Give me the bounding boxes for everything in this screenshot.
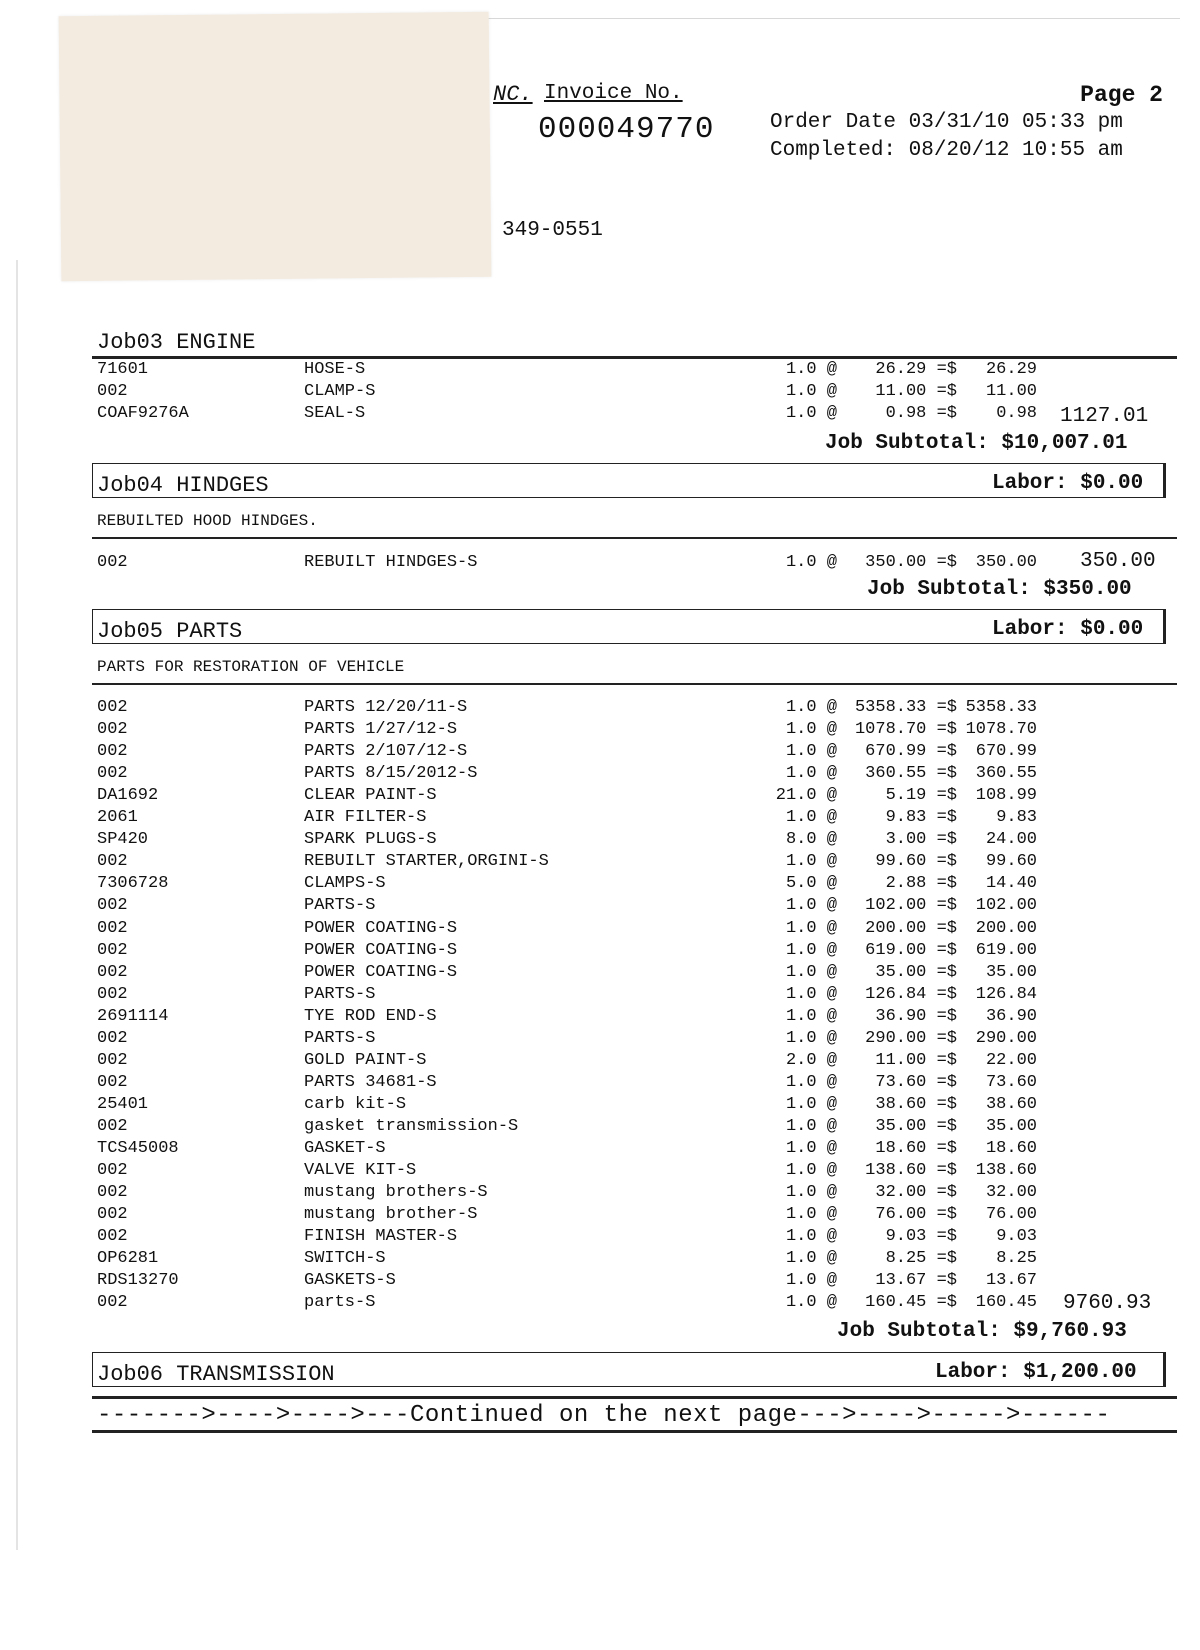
line-description: PARTS-S	[304, 984, 376, 1004]
line-quantity: 1.0 @	[785, 1072, 837, 1092]
line-unit-price: 0.98 =$	[885, 404, 957, 423]
line-extended: 38.60	[985, 1094, 1037, 1114]
line-quantity: 1.0 @	[785, 962, 837, 982]
line-item	[97, 1117, 1177, 1139]
line-quantity: 1.0 @	[785, 1183, 837, 1203]
line-part-number: 002	[97, 764, 128, 784]
line-item	[97, 1293, 1177, 1315]
paper-sticker-cover	[59, 12, 492, 281]
line-item	[97, 985, 1177, 1007]
divider	[92, 1430, 1177, 1433]
line-description: GASKET-S	[304, 1139, 386, 1158]
line-extended: 5358.33	[965, 698, 1037, 717]
line-extended: 619.00	[975, 940, 1037, 960]
line-extended: 108.99	[975, 786, 1037, 806]
line-item	[97, 1249, 1177, 1271]
line-part-number: 002	[97, 1161, 128, 1181]
line-description: mustang brothers-S	[304, 1183, 488, 1203]
line-extended: 350.00	[975, 553, 1037, 572]
line-extended: 35.00	[985, 1116, 1037, 1136]
line-quantity: 1.0 @	[785, 1028, 837, 1048]
job04-labor: Labor: $0.00	[992, 472, 1144, 495]
line-item	[97, 720, 1177, 742]
line-unit-price: 35.00 =$	[875, 962, 957, 982]
line-description: POWER COATING-S	[304, 962, 458, 982]
line-part-number: 002	[97, 698, 128, 717]
line-extended: 160.45	[975, 1293, 1037, 1313]
divider	[92, 683, 1177, 685]
line-part-number: 002	[97, 382, 128, 401]
line-part-number: 002	[97, 962, 128, 982]
line-item	[97, 382, 1177, 404]
line-extended: 9.83	[996, 808, 1037, 828]
line-extended: 11.00	[985, 382, 1037, 401]
line-extended: 200.00	[975, 918, 1037, 938]
line-unit-price: 36.90 =$	[875, 1006, 957, 1026]
line-extended: 24.00	[985, 830, 1037, 850]
line-item	[97, 786, 1177, 808]
line-unit-price: 126.84 =$	[865, 984, 957, 1004]
line-extended: 22.00	[985, 1050, 1037, 1070]
line-part-number: 71601	[97, 360, 149, 379]
line-extended: 360.55	[975, 764, 1037, 784]
line-description: gasket transmission-S	[304, 1116, 519, 1136]
line-extended: 32.00	[985, 1183, 1037, 1203]
line-description: parts-S	[304, 1293, 376, 1313]
invoice-number: 000049770	[538, 112, 715, 147]
job04-title: Job04 HINDGES	[97, 473, 269, 498]
line-description: CLAMP-S	[304, 382, 376, 401]
line-extended: 14.40	[985, 874, 1037, 894]
line-part-number: DA1692	[97, 786, 159, 806]
line-unit-price: 38.60 =$	[875, 1094, 957, 1114]
line-description: PARTS-S	[304, 896, 376, 916]
line-description: PARTS 34681-S	[304, 1072, 437, 1092]
line-description: CLEAR PAINT-S	[304, 786, 437, 806]
line-unit-price: 11.00 =$	[875, 1050, 957, 1070]
line-item	[97, 1139, 1177, 1161]
line-description: PARTS 1/27/12-S	[304, 720, 458, 740]
line-description: AIR FILTER-S	[304, 808, 427, 828]
line-unit-price: 9.83 =$	[885, 808, 957, 828]
line-unit-price: 360.55 =$	[865, 764, 957, 784]
line-item	[97, 963, 1177, 985]
line-quantity: 1.0 @	[785, 1227, 837, 1247]
line-item	[97, 941, 1177, 963]
line-quantity: 1.0 @	[785, 1161, 837, 1181]
line-description: GASKETS-S	[304, 1271, 396, 1291]
line-extended: 26.29	[985, 360, 1037, 379]
line-unit-price: 9.03 =$	[885, 1227, 957, 1247]
line-unit-price: 8.25 =$	[885, 1249, 957, 1269]
line-unit-price: 200.00 =$	[865, 918, 957, 938]
line-description: PARTS 12/20/11-S	[304, 698, 468, 717]
line-description: GOLD PAINT-S	[304, 1050, 427, 1070]
line-description: mustang brother-S	[304, 1205, 478, 1225]
line-item	[97, 1183, 1177, 1205]
line-part-number: 7306728	[97, 874, 169, 894]
line-item	[97, 1271, 1177, 1293]
line-quantity: 1.0 @	[785, 1094, 837, 1114]
line-part-number: 002	[97, 852, 128, 872]
line-item	[97, 553, 1177, 575]
line-unit-price: 99.60 =$	[875, 852, 957, 872]
line-quantity: 1.0 @	[785, 360, 837, 379]
line-quantity: 1.0 @	[785, 1249, 837, 1269]
line-item	[97, 1007, 1177, 1029]
line-quantity: 1.0 @	[785, 1139, 837, 1158]
job04-subtotal: Job Subtotal: $350.00	[867, 578, 1132, 601]
line-unit-price: 160.45 =$	[865, 1293, 957, 1313]
line-quantity: 1.0 @	[785, 1293, 837, 1313]
line-extended: 18.60	[985, 1139, 1037, 1158]
line-item	[97, 1073, 1177, 1095]
job05-labor: Labor: $0.00	[992, 618, 1144, 641]
line-extended: 138.60	[975, 1161, 1037, 1181]
line-unit-price: 619.00 =$	[865, 940, 957, 960]
line-extended: 9.03	[996, 1227, 1037, 1247]
line-part-number: 002	[97, 1183, 128, 1203]
line-description: SPARK PLUGS-S	[304, 830, 437, 850]
line-extended: 0.98	[996, 404, 1037, 423]
line-unit-price: 73.60 =$	[875, 1072, 957, 1092]
line-unit-price: 290.00 =$	[865, 1028, 957, 1048]
job06-title: Job06 TRANSMISSION	[97, 1362, 335, 1387]
line-description: carb kit-S	[304, 1094, 407, 1114]
job04-note: REBUILTED HOOD HINDGES.	[97, 512, 318, 530]
line-quantity: 1.0 @	[785, 984, 837, 1004]
line-unit-price: 1078.70 =$	[854, 720, 957, 740]
job03-title: Job03 ENGINE	[97, 330, 256, 355]
order-date: Order Date 03/31/10 05:33 pm	[770, 111, 1123, 134]
line-item	[97, 742, 1177, 764]
line-item	[97, 698, 1177, 720]
divider	[92, 537, 1177, 539]
line-extended: 1078.70	[965, 720, 1037, 740]
line-description: FINISH MASTER-S	[304, 1227, 458, 1247]
line-description: TYE ROD END-S	[304, 1006, 437, 1026]
job05-parts-total: 9760.93	[1063, 1292, 1152, 1315]
line-part-number: 2691114	[97, 1006, 169, 1026]
line-description: CLAMPS-S	[304, 874, 386, 894]
line-item	[97, 874, 1177, 896]
line-description: SEAL-S	[304, 404, 366, 423]
line-quantity: 1.0 @	[785, 1205, 837, 1225]
completed-date: Completed: 08/20/12 10:55 am	[770, 139, 1123, 162]
job05-title: Job05 PARTS	[97, 619, 243, 644]
line-quantity: 1.0 @	[785, 896, 837, 916]
line-part-number: SP420	[97, 830, 149, 850]
line-part-number: 25401	[97, 1094, 149, 1114]
line-part-number: 002	[97, 742, 128, 762]
line-description: VALVE KIT-S	[304, 1161, 417, 1181]
line-quantity: 1.0 @	[785, 1116, 837, 1136]
line-item	[97, 852, 1177, 874]
line-part-number: 002	[97, 1028, 128, 1048]
line-item	[97, 808, 1177, 830]
line-extended: 126.84	[975, 984, 1037, 1004]
job03-parts-total: 1127.01	[1060, 405, 1149, 428]
job03-subtotal: Job Subtotal: $10,007.01	[825, 432, 1128, 455]
line-unit-price: 5.19 =$	[885, 786, 957, 806]
continued-notice: ------->---->---->---Continued on the next page--->---->----->------	[97, 1402, 1111, 1429]
line-part-number: 002	[97, 1293, 128, 1313]
line-item	[97, 1051, 1177, 1073]
line-quantity: 1.0 @	[785, 553, 837, 572]
line-part-number: 002	[97, 720, 128, 740]
line-part-number: 002	[97, 984, 128, 1004]
line-description: POWER COATING-S	[304, 940, 458, 960]
line-part-number: RDS13270	[97, 1271, 179, 1291]
phone-fragment: 349-0551	[502, 219, 603, 242]
line-unit-price: 32.00 =$	[875, 1183, 957, 1203]
line-item	[97, 360, 1177, 382]
line-part-number: 002	[97, 553, 128, 572]
divider	[92, 1396, 1177, 1399]
line-unit-price: 102.00 =$	[865, 896, 957, 916]
line-unit-price: 350.00 =$	[865, 553, 957, 572]
line-unit-price: 2.88 =$	[885, 874, 957, 894]
line-quantity: 1.0 @	[785, 764, 837, 784]
line-part-number: TCS45008	[97, 1139, 179, 1158]
line-item	[97, 830, 1177, 852]
line-unit-price: 11.00 =$	[875, 382, 957, 401]
line-item	[97, 404, 1177, 426]
line-quantity: 1.0 @	[785, 852, 837, 872]
job04-parts-total: 350.00	[1080, 550, 1156, 573]
line-unit-price: 5358.33 =$	[854, 698, 957, 717]
line-part-number: 002	[97, 1072, 128, 1092]
line-quantity: 1.0 @	[785, 382, 837, 401]
line-quantity: 1.0 @	[785, 808, 837, 828]
line-item	[97, 919, 1177, 941]
line-part-number: 002	[97, 940, 128, 960]
line-unit-price: 13.67 =$	[875, 1271, 957, 1291]
line-extended: 8.25	[996, 1249, 1037, 1269]
invoice-label: Invoice No.	[544, 82, 683, 105]
line-description: PARTS 2/107/12-S	[304, 742, 468, 762]
line-item	[97, 1095, 1177, 1117]
line-part-number: 002	[97, 918, 128, 938]
line-quantity: 1.0 @	[785, 742, 837, 762]
line-extended: 670.99	[975, 742, 1037, 762]
line-part-number: OP6281	[97, 1249, 159, 1269]
line-quantity: 1.0 @	[785, 940, 837, 960]
line-extended: 73.60	[985, 1072, 1037, 1092]
line-part-number: 002	[97, 1227, 128, 1247]
line-description: POWER COATING-S	[304, 918, 458, 938]
line-part-number: 002	[97, 896, 128, 916]
line-part-number: 2061	[97, 808, 138, 828]
line-unit-price: 18.60 =$	[875, 1139, 957, 1158]
line-quantity: 1.0 @	[785, 720, 837, 740]
line-quantity: 8.0 @	[785, 830, 837, 850]
line-quantity: 1.0 @	[785, 918, 837, 938]
line-item	[97, 764, 1177, 786]
job05-subtotal: Job Subtotal: $9,760.93	[837, 1320, 1127, 1343]
line-quantity: 5.0 @	[785, 874, 837, 894]
line-extended: 35.00	[985, 962, 1037, 982]
line-item	[97, 1029, 1177, 1051]
line-quantity: 1.0 @	[785, 1271, 837, 1291]
job06-labor: Labor: $1,200.00	[935, 1361, 1137, 1384]
line-quantity: 1.0 @	[785, 698, 837, 717]
line-extended: 290.00	[975, 1028, 1037, 1048]
line-quantity: 1.0 @	[785, 1006, 837, 1026]
line-part-number: COAF9276A	[97, 404, 189, 423]
line-quantity: 2.0 @	[785, 1050, 837, 1070]
line-extended: 13.67	[985, 1271, 1037, 1291]
line-description: REBUILT STARTER,ORGINI-S	[304, 852, 549, 872]
line-extended: 99.60	[985, 852, 1037, 872]
line-description: HOSE-S	[304, 360, 366, 379]
line-unit-price: 3.00 =$	[885, 830, 957, 850]
page-number: Page 2	[1080, 82, 1163, 108]
line-unit-price: 35.00 =$	[875, 1116, 957, 1136]
line-quantity: 1.0 @	[785, 404, 837, 423]
company-name-fragment: NC.	[493, 82, 533, 107]
line-unit-price: 26.29 =$	[875, 360, 957, 379]
line-item	[97, 896, 1177, 918]
line-extended: 76.00	[985, 1205, 1037, 1225]
divider	[92, 356, 1177, 359]
line-quantity: 21.0 @	[775, 786, 837, 806]
page-edge-left	[16, 260, 18, 1550]
line-unit-price: 138.60 =$	[865, 1161, 957, 1181]
line-description: PARTS-S	[304, 1028, 376, 1048]
line-unit-price: 670.99 =$	[865, 742, 957, 762]
line-description: REBUILT HINDGES-S	[304, 553, 478, 572]
line-description: PARTS 8/15/2012-S	[304, 764, 478, 784]
line-extended: 36.90	[985, 1006, 1037, 1026]
line-unit-price: 76.00 =$	[875, 1205, 957, 1225]
line-part-number: 002	[97, 1116, 128, 1136]
line-extended: 102.00	[975, 896, 1037, 916]
line-part-number: 002	[97, 1050, 128, 1070]
line-description: SWITCH-S	[304, 1249, 386, 1269]
line-item	[97, 1161, 1177, 1183]
job05-note: PARTS FOR RESTORATION OF VEHICLE	[97, 658, 405, 676]
line-part-number: 002	[97, 1205, 128, 1225]
line-item	[97, 1227, 1177, 1249]
line-item	[97, 1205, 1177, 1227]
